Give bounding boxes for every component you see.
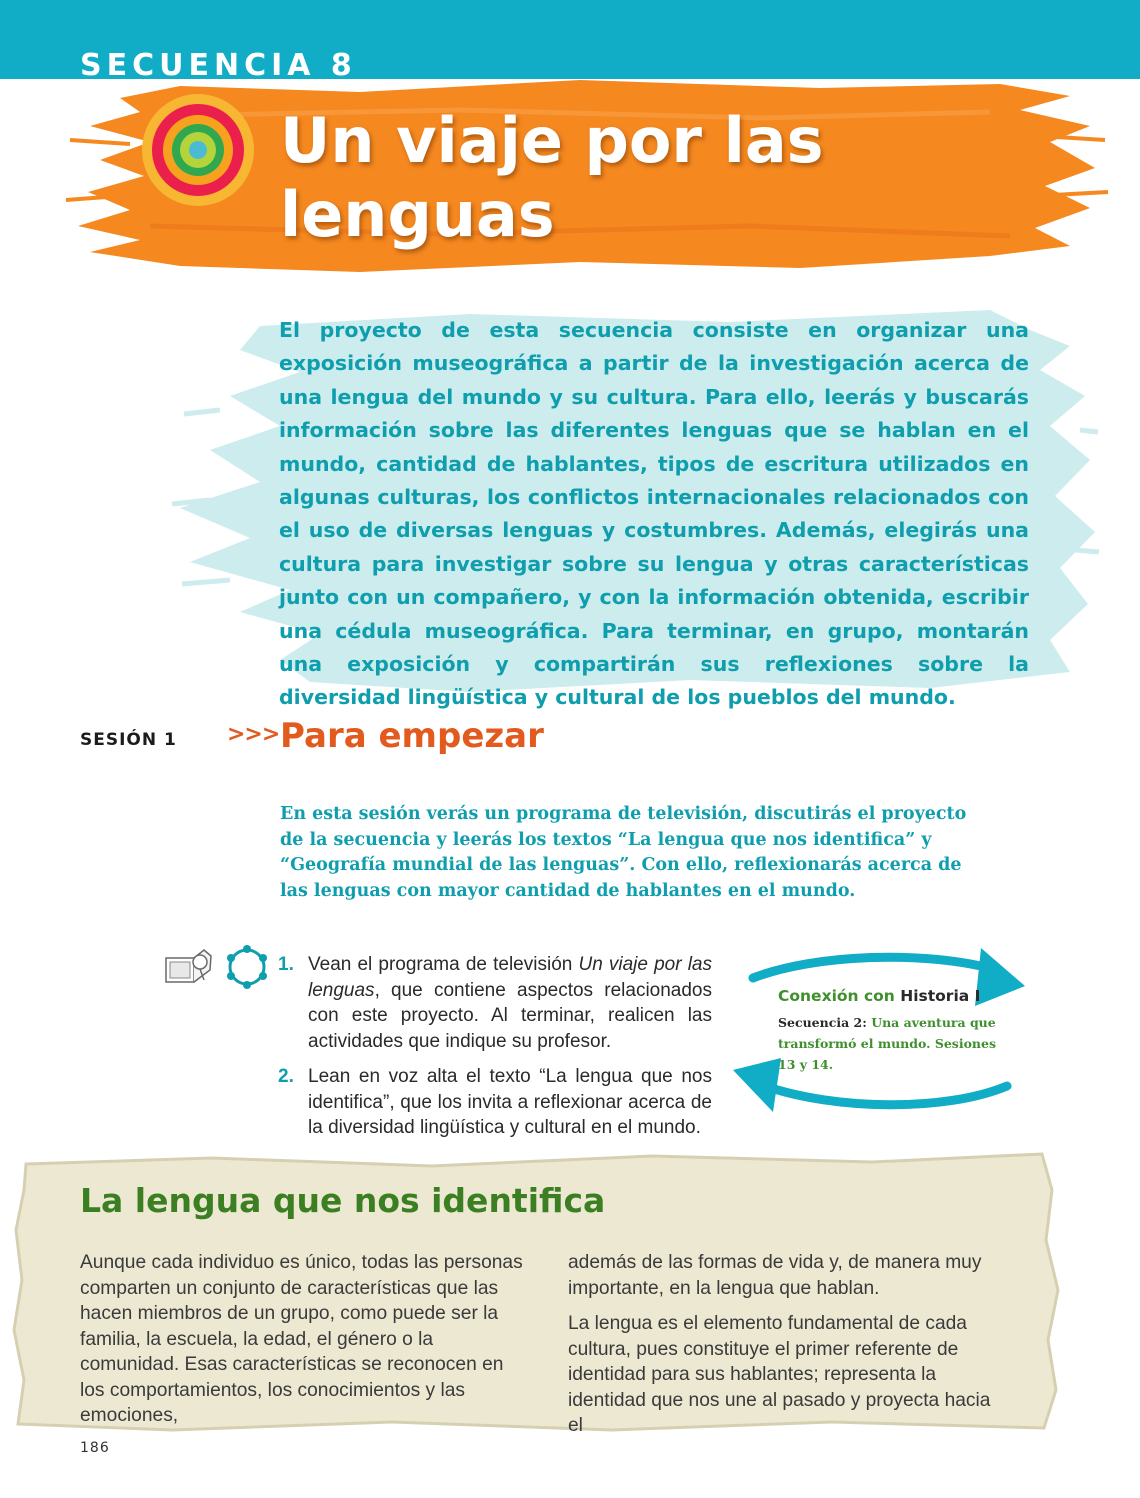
connection-prefix: Conexión con bbox=[778, 987, 901, 1005]
team-circle-icon bbox=[222, 944, 272, 990]
reading-paragraph: La lengua es el elemento fundamental de cada cultura, pues constituye el primer referente de identidad para sus hablantes; representa la identidad que nos une al pasado y proyecta hacia el bbox=[568, 1313, 991, 1436]
section-heading: Para empezar bbox=[280, 716, 544, 756]
target-icon bbox=[140, 92, 256, 208]
activity-item-1 bbox=[278, 952, 712, 1054]
reading-title: La lengua que nos identifica bbox=[80, 1181, 606, 1220]
activity-list bbox=[278, 952, 712, 1151]
activity-text: Lean en voz alta el texto “La lengua que nos identifica”, que los invita a reflexionar acerca de la diversidad lingüística y cultural en el mundo. bbox=[308, 1066, 712, 1138]
activity-number: 2. bbox=[278, 1066, 294, 1087]
session-label: SESIÓN 1 bbox=[80, 730, 177, 750]
connection-subject: Historia I bbox=[900, 987, 981, 1005]
connection-title bbox=[778, 984, 1008, 1008]
activity-number: 1. bbox=[278, 954, 294, 975]
reading-column-right bbox=[568, 1250, 1008, 1449]
sequence-label: SECUENCIA 8 bbox=[80, 48, 357, 83]
connection-sequence: Secuencia 2: bbox=[778, 1015, 867, 1030]
activity-text-cont: , que contiene aspectos relacionados con este proyecto. Al terminar, realicen las actividades que indique su profesor. bbox=[308, 979, 712, 1052]
connection-box bbox=[778, 984, 1008, 1075]
connection-detail bbox=[778, 1012, 1008, 1075]
activity-text: Vean el programa de televisión bbox=[308, 954, 579, 975]
chevrons-icon: >>> bbox=[227, 722, 280, 747]
program-title: Un viaje por las lenguas bbox=[308, 954, 712, 1001]
intro-paragraph: El proyecto de esta secuencia consiste en organizar una exposición museográfica a partir de la investigación acerca de una lengua del mundo y su cultura. Para ello, leerás y buscarás información sobre las diferentes lenguas que se hablan en el mundo, cantidad de hablantes, tipos de escritura utilizados en algunas culturas, los conflictos internacionales relacionados con el uso de diversas lenguas y costumbres. Además, elegirás una cultura para investigar sobre su lengua y otras características junto con un compañero, y con la información obtenida, escribir una cédula museográfica. Para terminar, en grupo, montarán una exposición y compartirán sus reflexiones sobre la diversidad lingüística y cultural de los pueblos del mundo. bbox=[279, 318, 1029, 710]
reading-column-left bbox=[80, 1250, 530, 1439]
session-intro: En esta sesión verás un programa de televisión, discutirás el proyecto de la secuencia y leerás los textos “La lengua que nos identifica” y “Geografía mundial de las lenguas”. Con ello, reflexionarás acerca de las lenguas con mayor cantidad de hablantes en el mundo. bbox=[280, 804, 967, 901]
activity-item-2 bbox=[278, 1064, 712, 1141]
page-number: 186 bbox=[80, 1440, 110, 1456]
reading-paragraph: Aunque cada individuo es único, todas las personas comparten un conjunto de características que las hacen miembros de un grupo, como puede ser la familia, la escuela, la edad, el género o la comunidad. Esas características se reconocen en los comportamientos, los conocimientos y las emociones, bbox=[80, 1252, 523, 1426]
page-title: Un viaje por las lenguas bbox=[280, 104, 824, 251]
tv-icon bbox=[164, 944, 214, 986]
reading-paragraph: además de las formas de vida y, de manera muy importante, en la lengua que hablan. bbox=[568, 1252, 982, 1299]
connection-topic: Una aventura que transformó el mundo. Sesiones 13 y 14. bbox=[778, 1015, 996, 1072]
